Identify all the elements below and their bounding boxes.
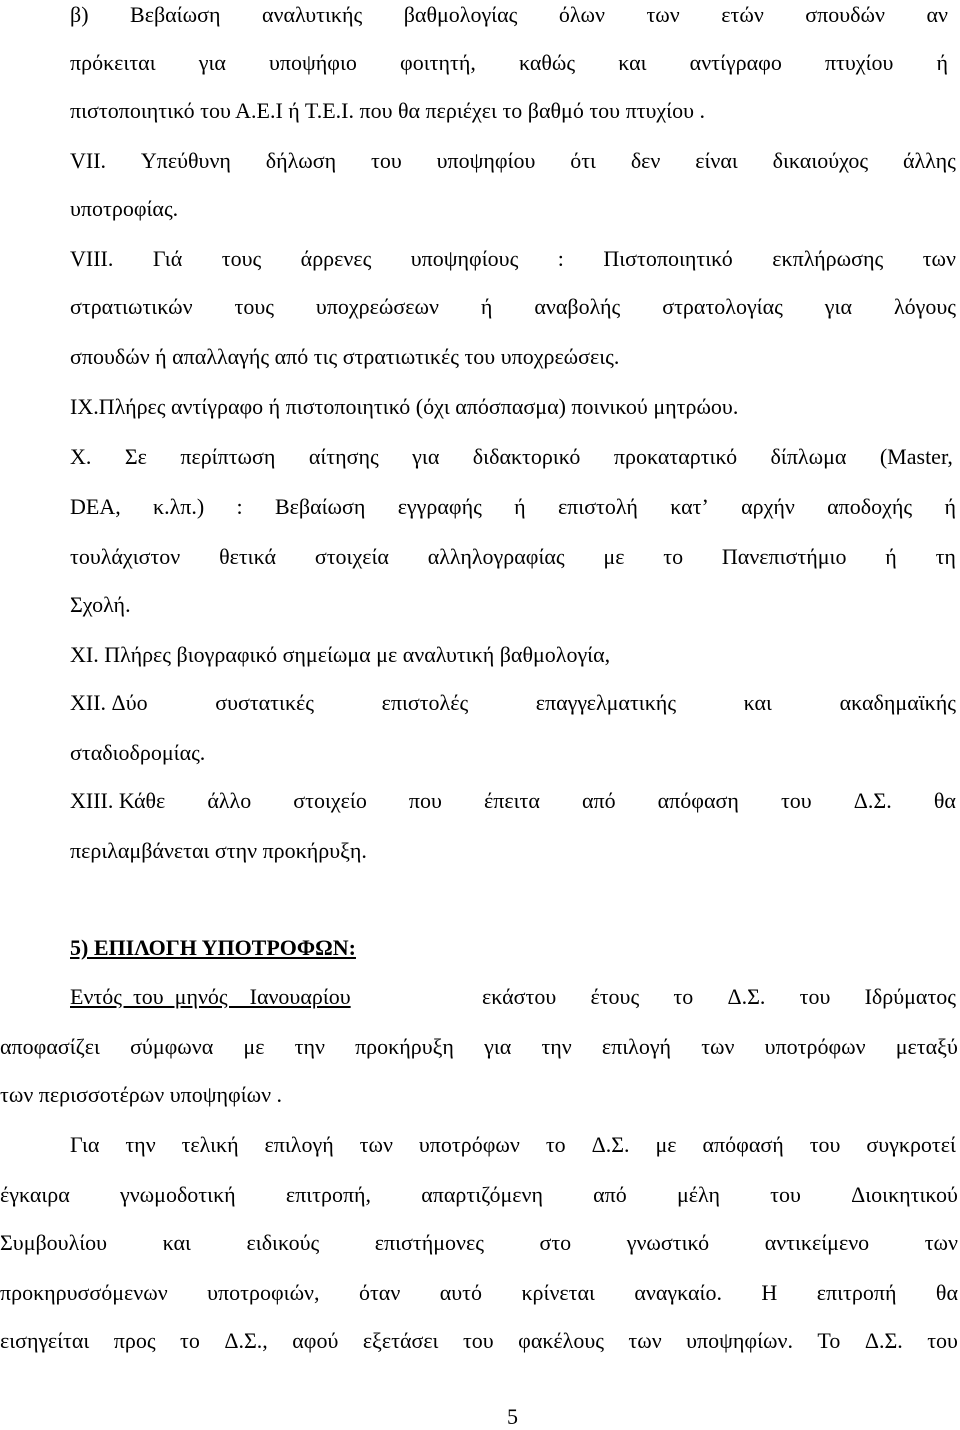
word: προς [113,1328,156,1353]
word: κρίνεται [521,1280,595,1305]
word: υποψηφίων. [686,1328,793,1353]
word: Δ.Σ. [853,788,892,813]
word: αυτό [439,1280,483,1305]
word: σπουδών [805,2,885,27]
word: έγκαιρα [0,1182,70,1207]
word: είναι [695,148,738,173]
word: γνωμοδοτική [120,1182,236,1207]
word: υποχρεώσεων [315,294,439,319]
word: το [663,544,684,569]
line-21: των περισσοτέρων υποψηφίων . [0,1082,283,1107]
word: επιστήμονες [374,1230,484,1255]
word: για [198,50,226,75]
word: δήλωση [265,148,337,173]
word: κ.λπ.) [153,494,205,519]
word: συγκροτεί [866,1132,956,1157]
word: αφού [292,1328,339,1353]
word: ακαδημαϊκής [839,690,956,715]
word: για [412,444,440,469]
word: του [780,788,812,813]
word: προκαταρτικό [613,444,738,469]
section-heading: 5) ΕΠΙΛΟΓΗ ΥΠΟΤΡΟΦΩΝ: [70,935,356,960]
word: υποψήφιο [269,50,357,75]
word: ή [885,544,897,569]
line-25 [0,1282,958,1308]
line-7 [70,296,956,322]
word: όλων [558,2,605,27]
line-22 [70,1134,956,1160]
line-5: υποτροφίας. [70,196,179,221]
word: προκηρυσσόμενων [0,1280,168,1305]
word: το [545,1132,566,1157]
word: επιτροπή, [285,1182,372,1207]
line-4 [70,150,956,176]
word: τους [221,246,262,271]
word: αναβολής [534,294,621,319]
word: μεταξύ [895,1034,958,1059]
word: Το [817,1328,841,1353]
word: ότι [570,148,596,173]
line-24 [0,1232,958,1258]
word: λόγους [893,294,956,319]
word: Πανεπιστήμιο [721,544,847,569]
word: αποφασίζει [0,1034,100,1059]
line-3: πιστοποιητικό του Α.Ε.Ι ή Τ.Ε.Ι. που θα περιέχει το βαθμό του πτυχίου . [70,98,705,123]
word: αποδοχής [827,494,913,519]
word: Για [70,1132,100,1157]
word: εκπλήρωσης [772,246,884,271]
word: στρατολογίας [662,294,783,319]
word: Γιά [152,246,183,271]
word: υποτρόφων [764,1034,866,1059]
word: απόφαση [657,788,739,813]
word: Πιστοποιητικό [603,246,733,271]
word: και [743,690,772,715]
word: πτυχίου [824,50,894,75]
line-2 [70,52,948,78]
word: των [628,1328,662,1353]
word: : [236,494,243,519]
word: το [673,984,694,1009]
word: Βεβαίωση [130,2,221,27]
line-12 [70,546,956,572]
word: διδακτορικό [472,444,581,469]
word: προκήρυξη [355,1034,454,1059]
page-number: 5 [507,1404,518,1429]
word: από [581,788,616,813]
word: του [462,1328,494,1353]
word: γνωστικό [626,1230,710,1255]
line-19 [482,986,956,1012]
word: που [408,788,442,813]
word: άρρενες [300,246,372,271]
word: Δ.Σ., [224,1328,268,1353]
word: (Master, [879,444,953,469]
word: έπειτα [483,788,540,813]
word: των [924,1230,958,1255]
word: εξετάσει [362,1328,439,1353]
word: εισηγείται [0,1328,90,1353]
word: υποψηφίου [436,148,536,173]
word: επιστολή [557,494,638,519]
word: του [927,1328,958,1353]
word: δίπλωμα [770,444,847,469]
word: τουλάχιστον [70,544,181,569]
word: αρχήν [741,494,795,519]
word: τελική [181,1132,239,1157]
line-23 [0,1184,958,1210]
word: εκάστου [482,984,557,1009]
word: αν [926,2,948,27]
word: για [484,1034,512,1059]
word: Δ.Σ. [727,984,766,1009]
word: στο [539,1230,572,1255]
word: στοιχεία [314,544,389,569]
word: ειδικούς [246,1230,320,1255]
word: αντίγραφο [689,50,782,75]
word: απόφασή [702,1132,784,1157]
word: του [809,1132,841,1157]
word: θα [935,1280,958,1305]
line-16: σταδιοδρομίας. [70,740,206,765]
word: θετικά [219,544,277,569]
word: φακέλους [518,1328,604,1353]
word: XIII. Κάθε [70,788,166,813]
word: Βεβαίωση [274,494,366,519]
line-13: Σχολή. [70,592,131,617]
word: βαθμολογίας [403,2,518,27]
word: κατ’ [670,494,709,519]
word: από [593,1182,627,1207]
word: όταν [358,1280,401,1305]
word: ή [944,494,956,519]
line-17 [70,790,956,816]
line-20 [0,1036,958,1062]
word: VIII. [70,246,114,271]
word: των [646,2,680,27]
word: καθώς [518,50,576,75]
word: δικαιούχος [772,148,869,173]
word: σύμφωνα [130,1034,214,1059]
word: Υπεύθυνη [140,148,231,173]
line-14: XI. Πλήρες βιογραφικό σημείωμα με αναλυτική βαθμολογία, [70,642,611,667]
word: απαρτιζόμενη [421,1182,543,1207]
word: του [370,148,402,173]
word: των [359,1132,393,1157]
word: δεν [630,148,661,173]
word: υποτροφιών, [207,1280,320,1305]
word: αλληλογραφίας [427,544,565,569]
word: ή [480,294,493,319]
line-1 [70,4,948,30]
word: την [125,1132,156,1157]
word: άλλης [902,148,956,173]
word: στρατιωτικών [70,294,193,319]
word: για [824,294,852,319]
word: Ιδρύματος [864,984,956,1009]
line-19-underlined: Εντός του μηνός Ιανουαρίου [70,984,351,1009]
word: Διοικητικού [851,1182,958,1207]
word: συστατικές [215,690,314,715]
word: ετών [721,2,764,27]
word: Δ.Σ. [864,1328,903,1353]
word: Συμβουλίου [0,1230,108,1255]
word: και [162,1230,191,1255]
word: φοιτητή, [400,50,476,75]
word: και [618,50,647,75]
word: τους [234,294,274,319]
word: στοιχείο [293,788,367,813]
word: περίπτωση [180,444,276,469]
word: με [243,1034,265,1059]
word: του [770,1182,801,1207]
word: επιτροπή [816,1280,897,1305]
word: β) [70,2,89,27]
word: την [541,1034,572,1059]
word: ή [514,494,526,519]
word: των [922,246,956,271]
word: αναγκαίο. [634,1280,722,1305]
line-6 [70,248,956,274]
word: υποτρόφων [418,1132,520,1157]
word: αντικείμενο [764,1230,870,1255]
word: αναλυτικής [261,2,363,27]
word: τη [935,544,956,569]
word: θα [933,788,956,813]
word: πρόκειται [70,50,156,75]
word: έτους [590,984,640,1009]
line-10 [70,446,953,472]
word: εγγραφής [397,494,482,519]
word: επιλογή [264,1132,334,1157]
word: επιστολές [381,690,469,715]
line-8: σπουδών ή απαλλαγής από τις στρατιωτικές του υποχρεώσεις. [70,344,620,369]
word: Σε [124,444,147,469]
line-15 [70,692,956,718]
word: με [655,1132,677,1157]
word: των [701,1034,735,1059]
line-26 [0,1330,958,1356]
word: υποψηφίους [410,246,519,271]
line-11 [70,496,956,522]
word: : [557,246,564,271]
word: XII. Δύο [70,690,148,715]
word: Η [761,1280,778,1305]
word: την [294,1034,325,1059]
word: ή [936,50,948,75]
word: επαγγελματικής [535,690,677,715]
line-9: IX.Πλήρες αντίγραφο ή πιστοποιητικό (όχι απόσπασμα) ποινικού μητρώου. [70,394,739,419]
word: DEA, [70,494,121,519]
word: το [180,1328,200,1353]
word: άλλο [207,788,252,813]
word: μέλη [676,1182,720,1207]
word: του [799,984,831,1009]
word: X. [70,444,92,469]
word: αίτησης [308,444,379,469]
word: Δ.Σ. [591,1132,630,1157]
line-18: περιλαμβάνεται στην προκήρυξη. [70,838,367,863]
word: επιλογή [601,1034,672,1059]
word: VII. [70,148,107,173]
word: με [603,544,625,569]
